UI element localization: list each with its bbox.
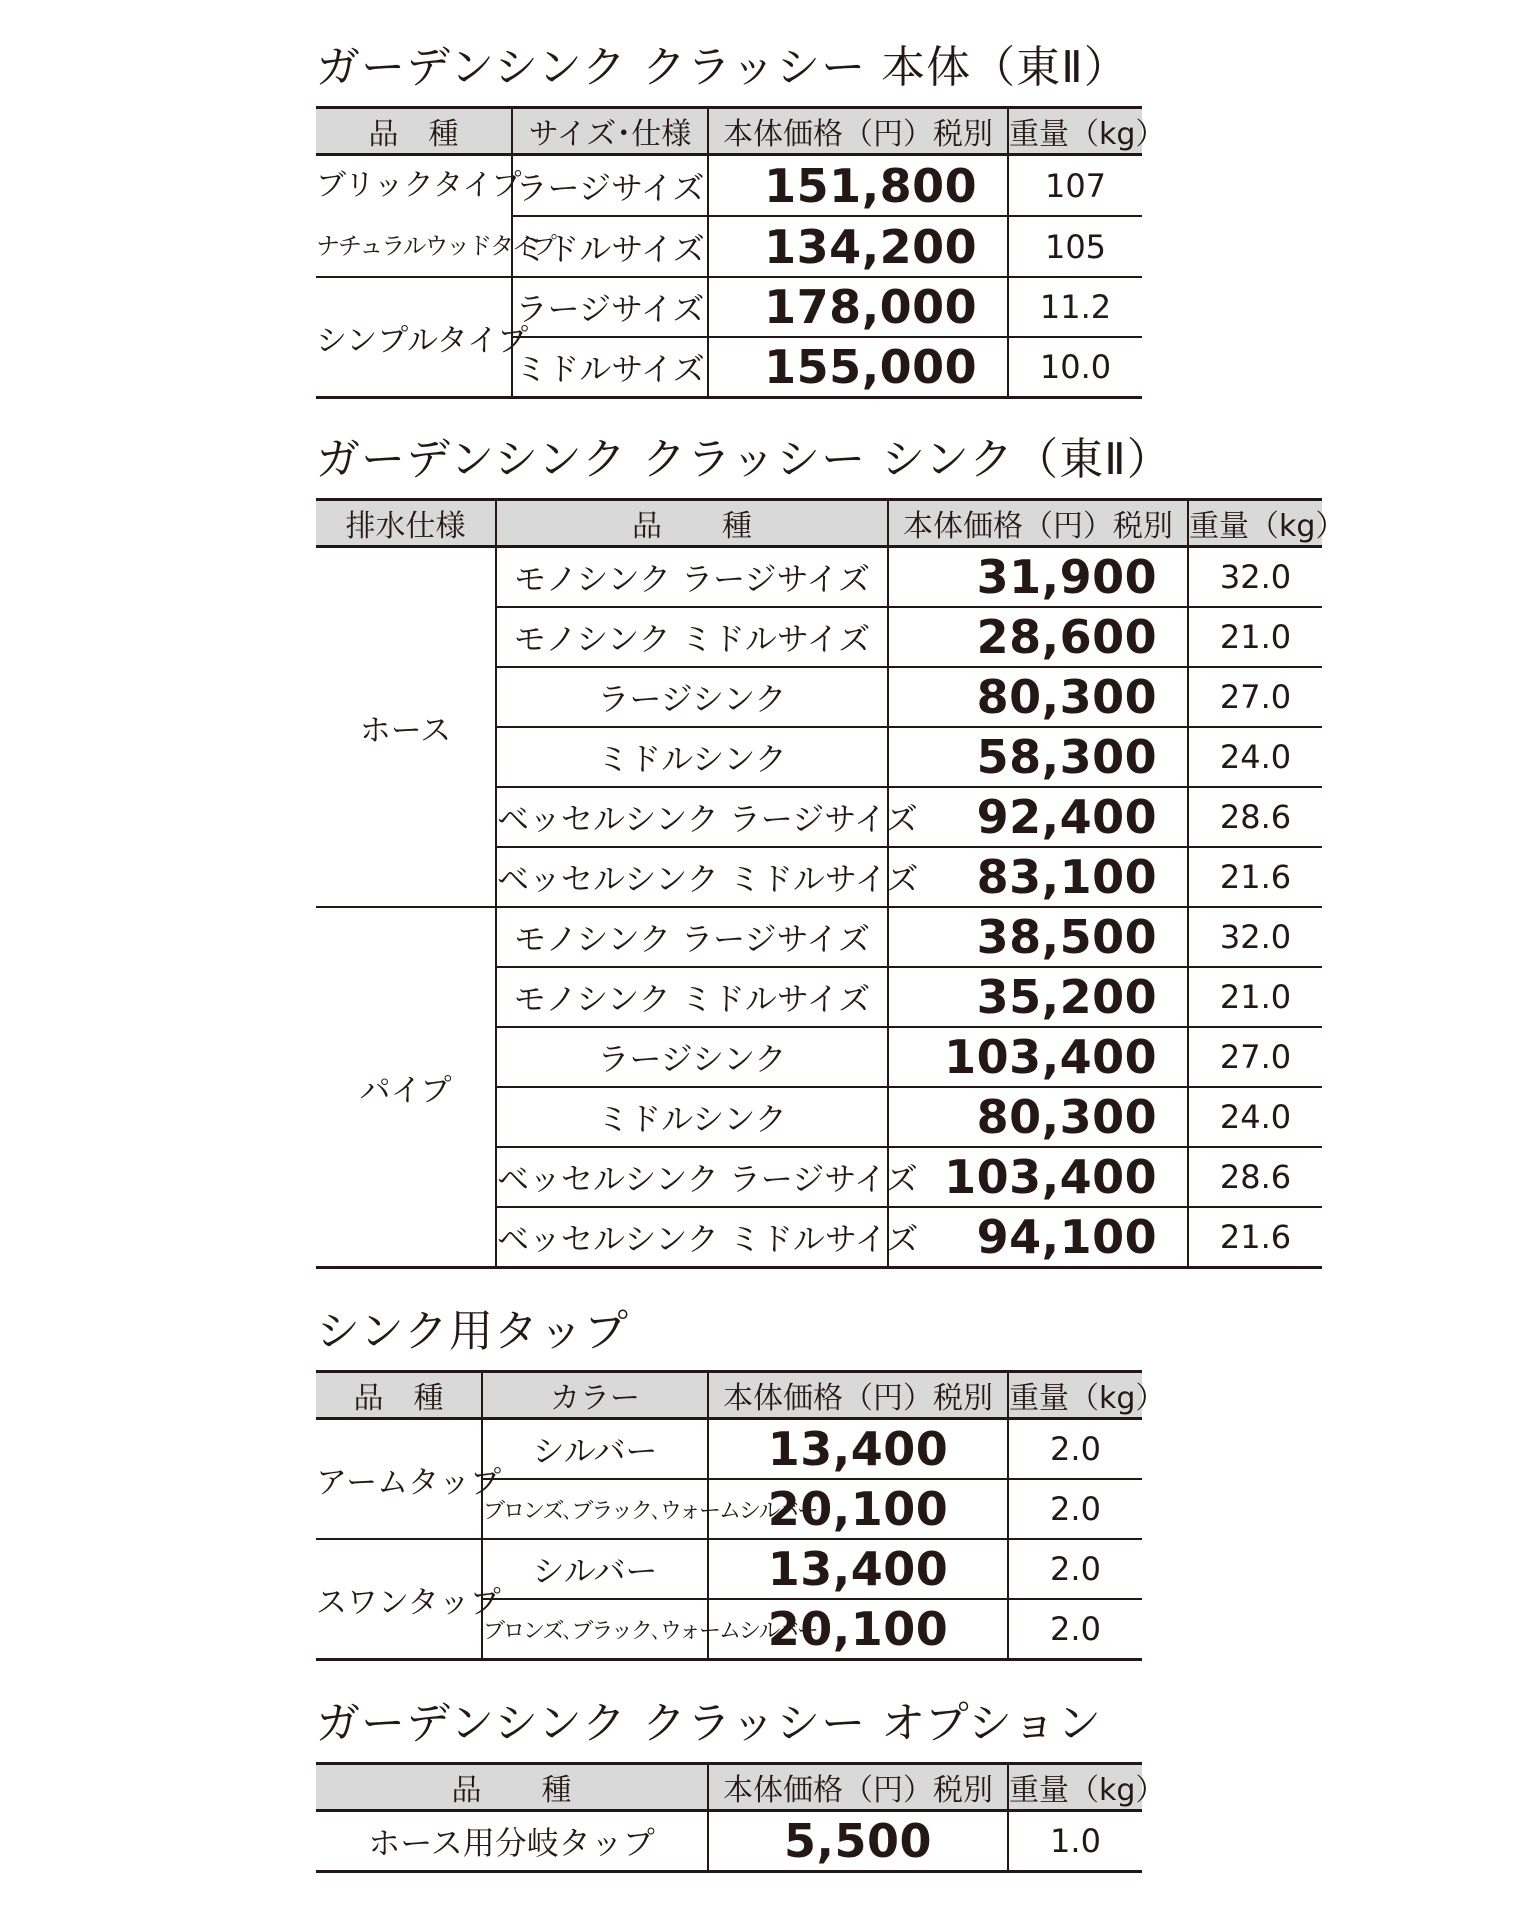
- name-cell: ミドルシンク: [496, 727, 888, 787]
- price-cell: 31,900: [888, 547, 1188, 608]
- header-price: 本体価格（円）税別: [708, 1764, 1008, 1811]
- table-row: [316, 907, 1322, 967]
- name-cell: モノシンク ミドルサイズ: [496, 607, 888, 667]
- header-variety: 品 種: [496, 500, 888, 547]
- weight-cell: 27.0: [1188, 1027, 1322, 1087]
- name-cell: ミドルシンク: [496, 1087, 888, 1147]
- color-cell: ブロンズ､ブラック､ウォームシルバー: [482, 1479, 708, 1539]
- body-section-title: ガーデンシンク クラッシー 本体（東Ⅱ）: [316, 42, 1129, 93]
- weight-cell: 2.0: [1008, 1419, 1142, 1480]
- header-price: 本体価格（円）税別: [888, 500, 1188, 547]
- price-cell: 155,000: [708, 337, 1008, 398]
- name-cell: ベッセルシンク ミドルサイズ: [496, 1207, 888, 1268]
- color-cell: ブロンズ､ブラック､ウォームシルバー: [482, 1599, 708, 1660]
- price-cell: 151,800: [708, 155, 1008, 217]
- table-row: [316, 547, 1322, 608]
- table-header-row: [316, 108, 1142, 155]
- name-cell: ホース用分岐タップ: [316, 1811, 708, 1872]
- price-cell: 80,300: [888, 667, 1188, 727]
- group-label-brick: ブリックタイプ: [316, 168, 522, 203]
- table-row: [316, 1419, 1142, 1480]
- weight-cell: 24.0: [1188, 727, 1322, 787]
- weight-cell: 32.0: [1188, 547, 1322, 608]
- color-cell: シルバー: [482, 1419, 708, 1480]
- price-cell: 38,500: [888, 907, 1188, 967]
- group-label-simple: シンプルタイプ: [316, 277, 512, 398]
- table-row: [316, 277, 1142, 337]
- price-cell: 20,100: [708, 1479, 1008, 1539]
- price-cell: 80,300: [888, 1087, 1188, 1147]
- name-cell: ラージシンク: [496, 667, 888, 727]
- table-header-row: [316, 500, 1322, 547]
- body-price-table: [316, 106, 1166, 399]
- group-label-arm-tap: アームタップ: [316, 1419, 482, 1540]
- weight-cell: 21.6: [1188, 1207, 1322, 1268]
- header-weight: 重量（kg）: [1008, 1764, 1142, 1811]
- group-label-pipe: パイプ: [316, 907, 496, 1268]
- weight-cell: 28.6: [1188, 787, 1322, 847]
- table-row: [316, 1539, 1142, 1599]
- group-label-swan-tap: スワンタップ: [316, 1539, 482, 1660]
- price-cell: 178,000: [708, 277, 1008, 337]
- weight-cell: 11.2: [1008, 277, 1142, 337]
- price-cell: 103,400: [888, 1147, 1188, 1207]
- price-cell: 13,400: [708, 1539, 1008, 1599]
- header-price: 本体価格（円）税別: [708, 1372, 1008, 1419]
- weight-cell: 27.0: [1188, 667, 1322, 727]
- weight-cell: 21.6: [1188, 847, 1322, 907]
- price-cell: 94,100: [888, 1207, 1188, 1268]
- price-cell: 13,400: [708, 1419, 1008, 1480]
- name-cell: ラージシンク: [496, 1027, 888, 1087]
- weight-cell: 24.0: [1188, 1087, 1322, 1147]
- weight-cell: 28.6: [1188, 1147, 1322, 1207]
- price-cell: 92,400: [888, 787, 1188, 847]
- tap-price-table: [316, 1370, 1166, 1661]
- price-cell: 83,100: [888, 847, 1188, 907]
- weight-cell: 10.0: [1008, 337, 1142, 398]
- group-label-hose: ホース: [316, 547, 496, 908]
- name-cell: モノシンク ミドルサイズ: [496, 967, 888, 1027]
- weight-cell: 1.0: [1008, 1811, 1142, 1872]
- table-header-row: [316, 1764, 1142, 1811]
- table-row: [316, 155, 1142, 217]
- header-size-spec: サイズ･仕様: [512, 108, 708, 155]
- header-weight: 重量（kg）: [1188, 500, 1322, 547]
- weight-cell: 105: [1008, 216, 1142, 277]
- weight-cell: 21.0: [1188, 607, 1322, 667]
- option-price-table: [316, 1762, 1166, 1873]
- header-variety: 品 種: [316, 1764, 708, 1811]
- header-price: 本体価格（円）税別: [708, 108, 1008, 155]
- header-variety: 品 種: [316, 1372, 482, 1419]
- sink-section-title: ガーデンシンク クラッシー シンク（東Ⅱ）: [316, 434, 1172, 485]
- header-variety: 品 種: [316, 108, 512, 155]
- weight-cell: 21.0: [1188, 967, 1322, 1027]
- name-cell: モノシンク ラージサイズ: [496, 547, 888, 608]
- weight-cell: 2.0: [1008, 1539, 1142, 1599]
- weight-cell: 2.0: [1008, 1599, 1142, 1660]
- tap-section-title: シンク用タップ: [316, 1306, 630, 1357]
- price-cell: 103,400: [888, 1027, 1188, 1087]
- weight-cell: 2.0: [1008, 1479, 1142, 1539]
- price-cell: 35,200: [888, 967, 1188, 1027]
- header-drain-spec: 排水仕様: [316, 500, 496, 547]
- name-cell: ベッセルシンク ラージサイズ: [496, 1147, 888, 1207]
- name-cell: モノシンク ラージサイズ: [496, 907, 888, 967]
- price-cell: 28,600: [888, 607, 1188, 667]
- weight-cell: 32.0: [1188, 907, 1322, 967]
- sink-price-table: [316, 498, 1346, 1269]
- name-cell: ベッセルシンク ラージサイズ: [496, 787, 888, 847]
- group-label-wood: ナチュラルウッドタイプ: [316, 232, 555, 260]
- header-color: カラー: [482, 1372, 708, 1419]
- option-section-title: ガーデンシンク クラッシー オプション: [316, 1698, 1103, 1749]
- price-cell: 58,300: [888, 727, 1188, 787]
- group-cell: [316, 155, 555, 278]
- header-weight: 重量（kg）: [1008, 1372, 1142, 1419]
- name-cell: ベッセルシンク ミドルサイズ: [496, 847, 888, 907]
- table-row: [316, 1811, 1142, 1872]
- size-cell: ラージサイズ: [512, 155, 708, 217]
- price-cell: 5,500: [708, 1811, 1008, 1872]
- weight-cell: 107: [1008, 155, 1142, 217]
- price-cell: 20,100: [708, 1599, 1008, 1660]
- size-cell: ミドルサイズ: [512, 337, 708, 398]
- size-cell: ラージサイズ: [512, 277, 708, 337]
- price-cell: 134,200: [708, 216, 1008, 277]
- header-weight: 重量（kg）: [1008, 108, 1142, 155]
- size-cell: ミドルサイズ: [512, 216, 708, 277]
- table-header-row: [316, 1372, 1142, 1419]
- color-cell: シルバー: [482, 1539, 708, 1599]
